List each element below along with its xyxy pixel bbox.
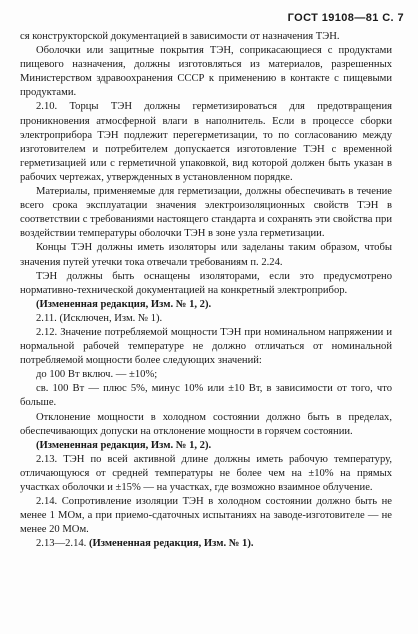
document-body: [20, 30, 392, 551]
amendment-text: (Измененная редакция, Изм. № 1).: [88, 538, 254, 550]
paragraph-2-13: 2.13. ТЭН по всей активной длине должны иметь рабочую температуру, отличающуюся от средней температуры не более чем на ±10% на прямых участках оболочки и ±15% — на участках, где возможно взаимное облучение.: [20, 453, 392, 493]
page-header: ГОСТ 19108—81 С. 7: [287, 12, 404, 24]
paragraph-cold-deviation: Отклонение мощности в холодном состоянии должно быть в пределах, обеспечивающих допуски на отклонение мощности в горячем состоянии.: [20, 411, 392, 437]
paragraph-2-14: 2.14. Сопротивление изоляции ТЭН в холодном состоянии должно быть не менее 1 МОм, а при приемо-сдаточных испытаниях на заводе-изготовителе — не менее 20 МОм.: [20, 496, 392, 536]
amendment-prefix: 2.13—2.14.: [36, 538, 89, 550]
list-item-over-100w: св. 100 Вт — плюс 5%, минус 10% или ±10 Вт, в зависимости от того, что больше.: [20, 383, 392, 409]
paragraph-materials: Материалы, применяемые для герметизации, должны обеспечивать в течение всего срока эксплуатации значения электроизоляционных свойств ТЭН в соответствии с требованиями настоящего стандарта и сохранять эти свойства при воздействии температуры оболочки ТЭН в зоне узла герметизации.: [20, 186, 392, 240]
paragraph-insulators: Концы ТЭН должны иметь изоляторы или заделаны таким образом, чтобы значения путей утечки тока отвечали требованиям п. 2.24.: [20, 242, 392, 268]
paragraph-continuation: ся конструкторской документацией в зависимости от назначения ТЭН.: [20, 31, 340, 42]
paragraph-2-11: 2.11. (Исключен, Изм. № 1).: [36, 312, 163, 324]
paragraph-coatings: Оболочки или защитные покрытия ТЭН, соприкасающиеся с продуктами пищевого назначения, должны изготовляться из материалов, разрешенных Министерством здравоохранения СССР к применению в контакте с пищевыми продуктами.: [20, 45, 392, 99]
paragraph-insulator-equipment: ТЭН должны быть оснащены изоляторами, если это предусмотрено нормативно-технической документацией на конкретный электроприбор.: [20, 270, 392, 296]
amendment-note-final: [20, 537, 392, 551]
amendment-note: (Измененная редакция, Изм. № 1, 2).: [36, 439, 212, 451]
amendment-note: (Измененная редакция, Изм. № 1, 2).: [36, 298, 212, 310]
paragraph-2-12: 2.12. Значение потребляемой мощности ТЭН при номинальном напряжении и нормальной рабочей температуре не должно отличаться от номинальной потребляемой мощности более следующих значений:: [20, 326, 392, 367]
list-item-up-to-100w: до 100 Вт включ. — ±10%;: [36, 369, 158, 381]
paragraph-2-10: 2.10. Торцы ТЭН должны герметизироваться для предотвращения проникновения атмосферной влаги в наполнитель. Если в процессе сборки электроприбора ТЭН подлежит перегерметизации, то по согласованию между изготовителем и потребителем допускается изготовление ТЭН с временной герметизацией или с герметичной упаковкой, вид которой должен быть указан в рабочих чертежах, утвержденных в установленном порядке.: [20, 101, 392, 183]
